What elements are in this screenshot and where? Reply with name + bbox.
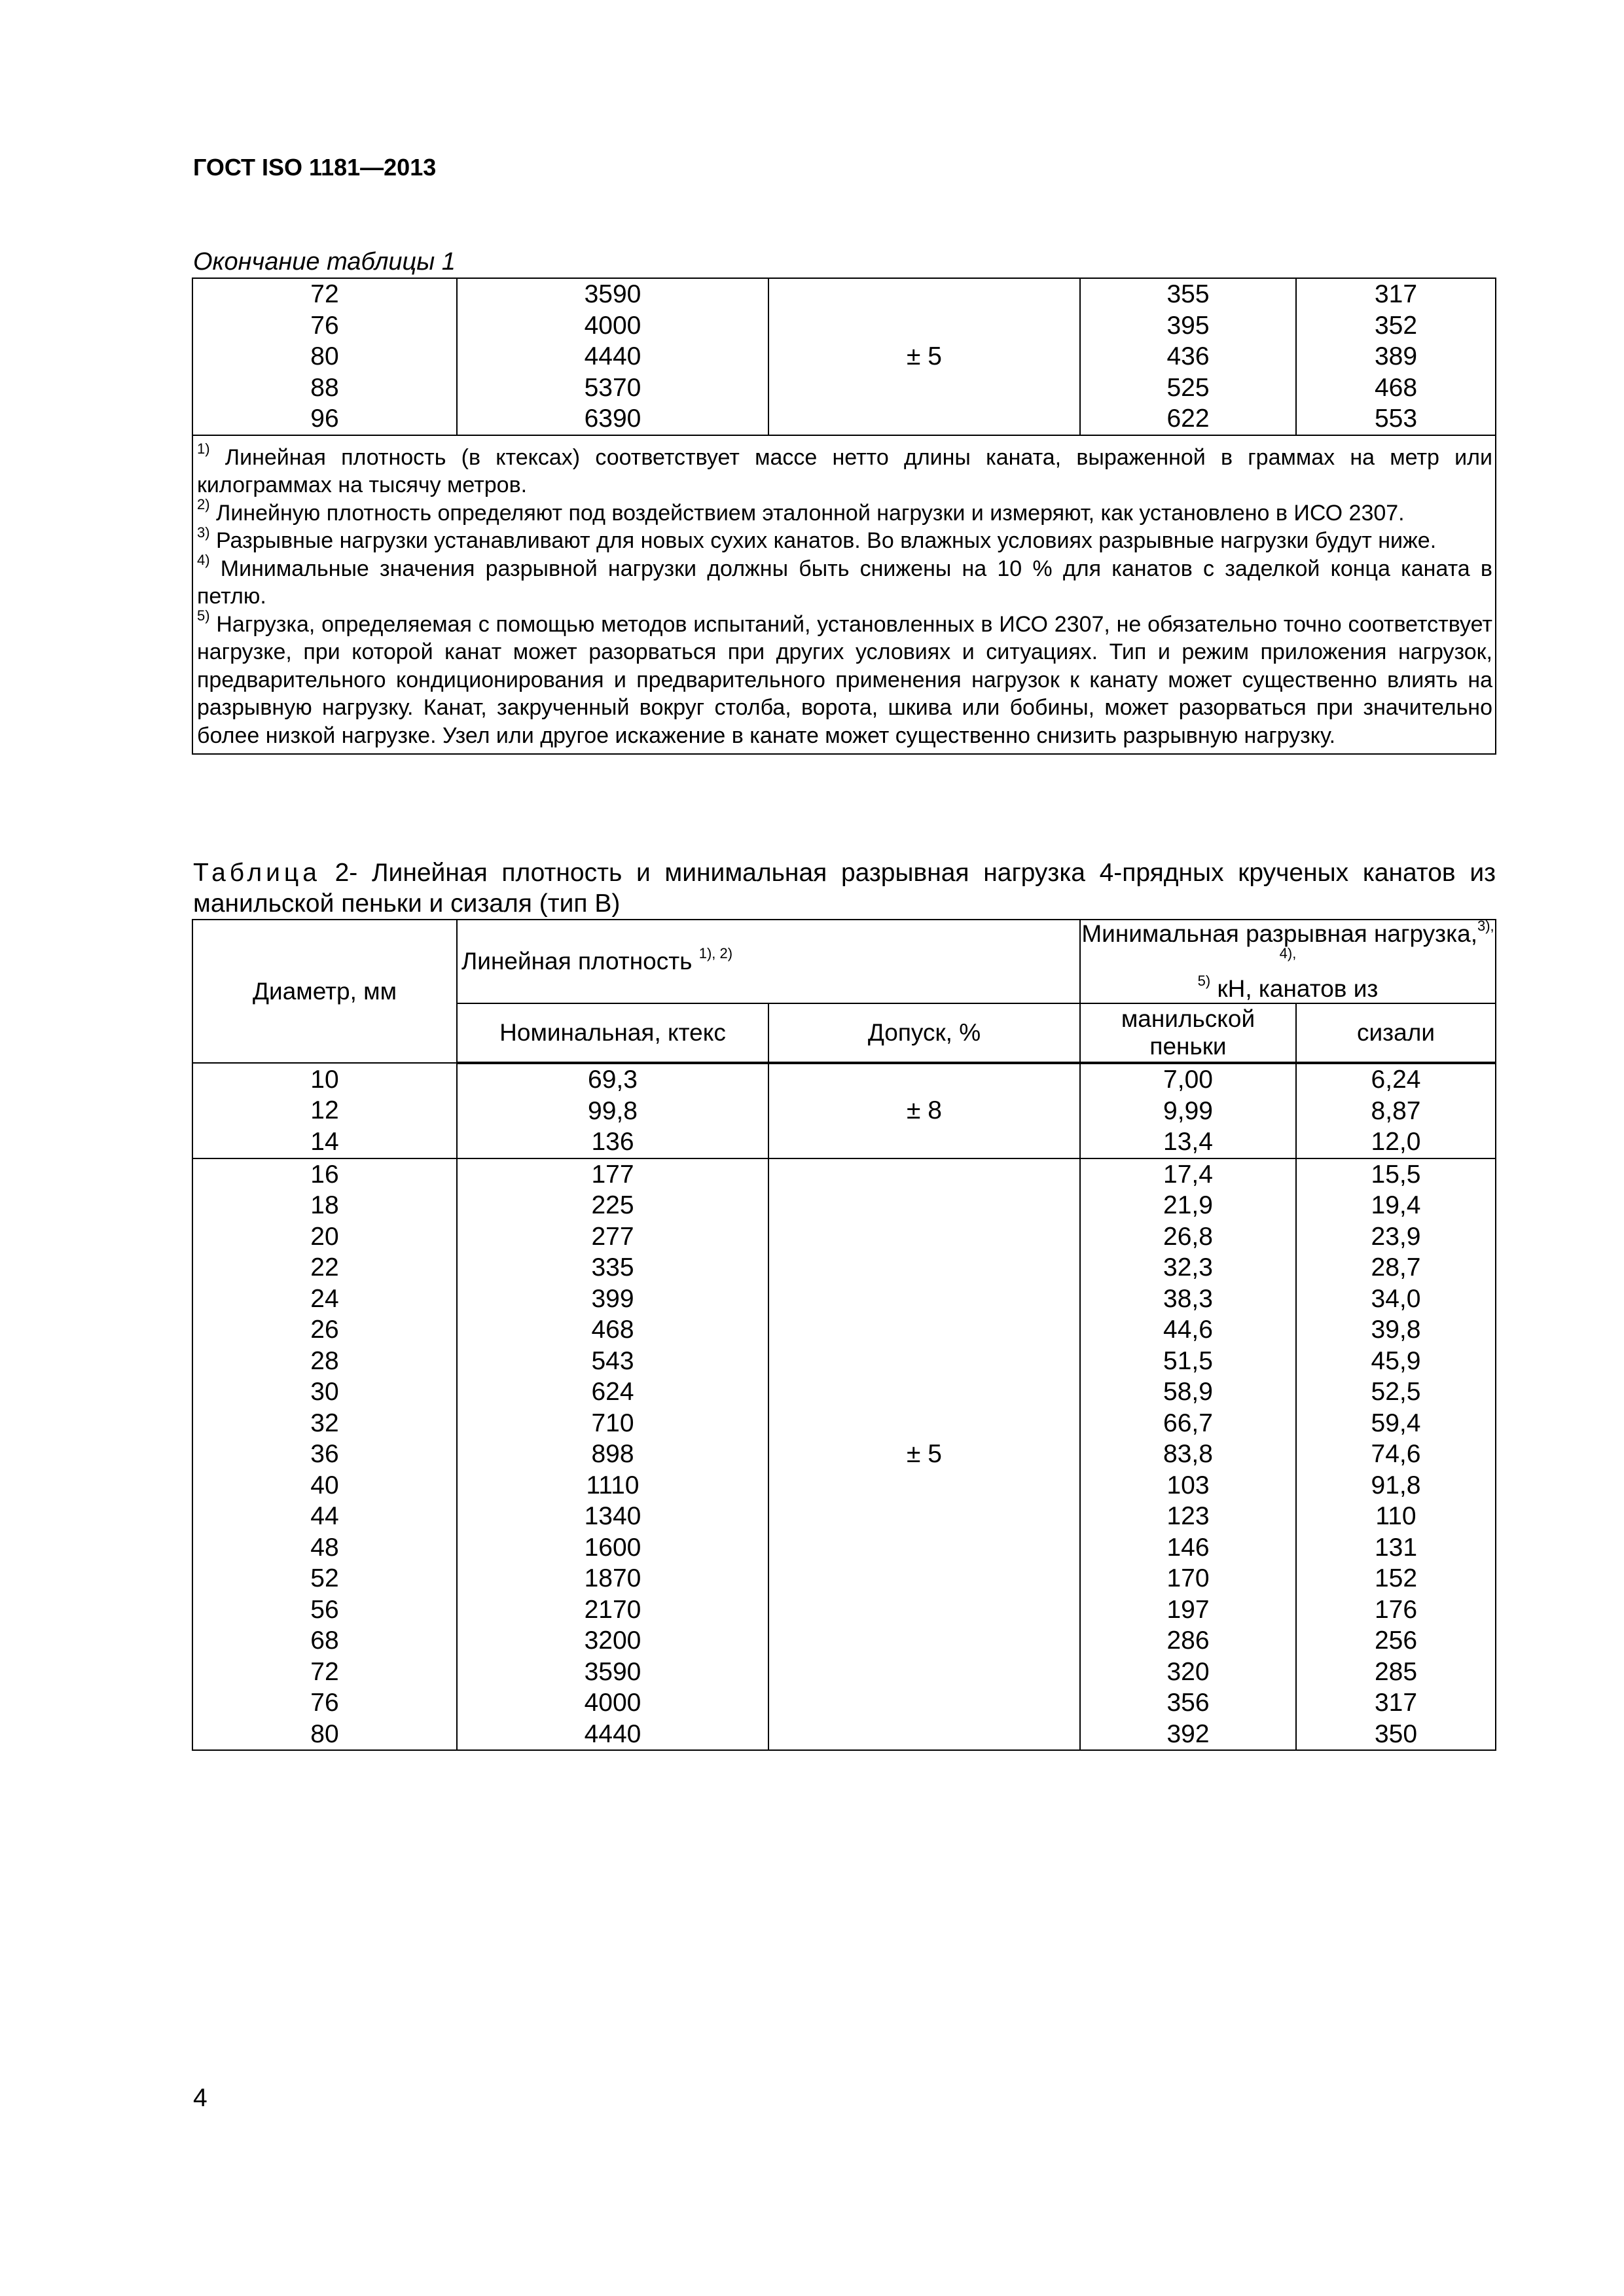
tolerance-cell: ± 5 bbox=[768, 278, 1080, 435]
footnote-mark: 3) bbox=[197, 524, 210, 541]
manila-load-column bbox=[1080, 1063, 1296, 1158]
table-cell-value: 352 bbox=[1374, 311, 1418, 340]
table-cell-value: 16 bbox=[310, 1160, 339, 1189]
table-cell-value: 277 bbox=[591, 1222, 634, 1251]
table2-header-row bbox=[192, 920, 1496, 1003]
table-cell-value: 18 bbox=[310, 1191, 339, 1219]
table-cell-value: 152 bbox=[1374, 1564, 1418, 1592]
table-cell-value: 44,6 bbox=[1163, 1316, 1213, 1344]
min-load-header-text: Минимальная разрывная нагрузка, bbox=[1081, 920, 1477, 947]
table-cell-value: 56 bbox=[310, 1595, 339, 1624]
table-cell-value: 26 bbox=[310, 1316, 339, 1344]
table-cell-value: 146 bbox=[1166, 1533, 1210, 1562]
table-cell-value: 3200 bbox=[584, 1626, 641, 1655]
footnote-text: Нагрузка, определяемая с помощью методов испытаний, установленных в ИСО 2307, не обязательно точно соответствует нагрузке, при которой канат может разорваться при других условиях и ситуациях. Тип и режим приложения нагрузок, предварительного кондиционирования и предварительного применения нагрузок к канату может существенно влиять на разрывную нагрузку. Канат, закрученный вокруг столба, ворота, шкива или бобины, может разорваться при значительно более низкой нагрузке. Узел или другое искажение в канате может существенно снизить разрывную нагрузку. bbox=[197, 611, 1492, 748]
table-cell-value: 66,7 bbox=[1163, 1408, 1213, 1437]
table-cell-value: 58,9 bbox=[1163, 1378, 1213, 1406]
table-caption-text: 2- Линейная плотность и минимальная разрывная нагрузка 4-прядных крученых канатов из манильской пеньки и сизаля (тип В) bbox=[193, 859, 1496, 918]
table-cell-value: 103 bbox=[1166, 1471, 1210, 1499]
table-cell-value: 335 bbox=[591, 1253, 634, 1282]
footnote-text: Линейная плотность (в ктексах) соответствует массе нетто длины каната, выраженной в граммах на метр или килограммах на тысячу метров. bbox=[197, 444, 1492, 497]
table-cell-value: 22 bbox=[310, 1253, 339, 1282]
table-cell-value: 40 bbox=[310, 1471, 339, 1499]
footnote-1 bbox=[197, 440, 1492, 499]
table-cell-value: 356 bbox=[1166, 1689, 1210, 1717]
table-cell-value: 710 bbox=[591, 1408, 634, 1437]
table-cell-value: 468 bbox=[591, 1316, 634, 1344]
table-cell-value: 4000 bbox=[584, 1689, 641, 1717]
footnote-4 bbox=[197, 552, 1492, 611]
table1-continuation-label: Окончание таблицы 1 bbox=[193, 248, 456, 276]
table-cell-value: 9,99 bbox=[1163, 1096, 1213, 1125]
table-cell-value: 389 bbox=[1374, 342, 1418, 370]
nominal-density-column bbox=[457, 1158, 768, 1751]
table-cell-value: 72 bbox=[310, 1657, 339, 1686]
table-cell-value: 6390 bbox=[584, 404, 641, 433]
table-cell-value: 28 bbox=[310, 1346, 339, 1375]
table-cell-value: 15,5 bbox=[1371, 1160, 1421, 1189]
header-footnote-marks: 5) bbox=[1197, 972, 1211, 989]
table-cell-value: 286 bbox=[1166, 1626, 1210, 1655]
nominal-density-column bbox=[457, 278, 768, 435]
table-cell-value: 2170 bbox=[584, 1595, 641, 1624]
table-cell-value: 177 bbox=[591, 1160, 634, 1189]
linear-density-header bbox=[457, 920, 1080, 1003]
table-cell-value: 355 bbox=[1166, 280, 1210, 308]
table-cell-value: 624 bbox=[591, 1378, 634, 1406]
table-cell-value: 23,9 bbox=[1371, 1222, 1421, 1251]
table1-continuation bbox=[192, 278, 1496, 755]
table-cell-value: 72 bbox=[310, 280, 339, 308]
table-cell-value: 38,3 bbox=[1163, 1284, 1213, 1313]
footnote-text: Минимальные значения разрывной нагрузки должны быть снижены на 10 % для канатов с заделкой конца каната в петлю. bbox=[197, 556, 1492, 609]
table-cell-value: 17,4 bbox=[1163, 1160, 1213, 1189]
document-code: ГОСТ ISO 1181—2013 bbox=[193, 154, 437, 181]
table-notes bbox=[192, 435, 1496, 755]
table-cell-value: 12 bbox=[310, 1096, 339, 1124]
footnote-mark: 4) bbox=[197, 552, 210, 569]
table-cell-value: 26,8 bbox=[1163, 1222, 1213, 1251]
table-cell-value: 4000 bbox=[584, 311, 641, 340]
table-cell-value: 14 bbox=[310, 1127, 339, 1156]
table-cell-value: 170 bbox=[1166, 1564, 1210, 1592]
table-cell-value: 52 bbox=[310, 1564, 339, 1592]
footnote-mark: 5) bbox=[197, 607, 210, 624]
sisal-header: сизали bbox=[1296, 1003, 1496, 1063]
table-cell-value: 19,4 bbox=[1371, 1191, 1421, 1219]
table-cell-value: 1340 bbox=[584, 1502, 641, 1530]
table-cell-value: 51,5 bbox=[1163, 1346, 1213, 1375]
table2 bbox=[192, 919, 1496, 1751]
diameter-column bbox=[192, 1158, 457, 1751]
table-cell-value: 76 bbox=[310, 311, 339, 340]
nominal-density-column bbox=[457, 1063, 768, 1158]
table-cell-value: 525 bbox=[1166, 373, 1210, 402]
table-cell-value: 225 bbox=[591, 1191, 634, 1219]
table-cell-value: 4440 bbox=[584, 342, 641, 370]
manila-load-column bbox=[1080, 1158, 1296, 1751]
table-cell-value: 20 bbox=[310, 1222, 339, 1251]
table-cell-value: 99,8 bbox=[588, 1096, 638, 1125]
table-cell-value: 59,4 bbox=[1371, 1408, 1421, 1437]
table-cell-value: 5370 bbox=[584, 373, 641, 402]
min-load-header-tail: кН, канатов из bbox=[1210, 975, 1379, 1002]
table-cell-value: 553 bbox=[1374, 404, 1418, 433]
table-cell-value: 52,5 bbox=[1371, 1378, 1421, 1406]
footnote-text: Разрывные нагрузки устанавливают для новых сухих канатов. Во влажных условиях разрывные нагрузки будут ниже. bbox=[209, 528, 1437, 553]
table-cell-value: 317 bbox=[1374, 280, 1418, 308]
diameter-column bbox=[192, 278, 457, 435]
table-cell-value: 123 bbox=[1166, 1502, 1210, 1530]
tolerance-cell: ± 8 bbox=[768, 1063, 1080, 1158]
table-cell-value: 4440 bbox=[584, 1719, 641, 1748]
table-cell-value: 399 bbox=[591, 1284, 634, 1313]
tolerance-header: Допуск, % bbox=[768, 1003, 1080, 1063]
table-cell-value: 48 bbox=[310, 1533, 339, 1562]
diameter-column bbox=[192, 1063, 457, 1158]
table-cell-value: 45,9 bbox=[1371, 1346, 1421, 1375]
table-cell-value: 1870 bbox=[584, 1564, 641, 1592]
table-caption-word: Таблица bbox=[193, 859, 321, 887]
table-cell-value: 3590 bbox=[584, 1657, 641, 1686]
table-cell-value: 32,3 bbox=[1163, 1253, 1213, 1282]
table-cell-value: 176 bbox=[1374, 1595, 1418, 1624]
table-cell-value: 320 bbox=[1166, 1657, 1210, 1686]
table-cell-value: 285 bbox=[1374, 1657, 1418, 1686]
header-footnote-marks: 3), 4), bbox=[1279, 917, 1494, 961]
page-number: 4 bbox=[193, 2084, 208, 2112]
table-cell-value: 136 bbox=[591, 1128, 634, 1156]
sisal-load-column bbox=[1296, 1063, 1496, 1158]
sisal-load-column bbox=[1296, 1158, 1496, 1751]
table-cell-value: 32 bbox=[310, 1408, 339, 1437]
manila-load-column bbox=[1080, 278, 1296, 435]
table-cell-value: 436 bbox=[1166, 342, 1210, 370]
tolerance-cell: ± 5 bbox=[768, 1158, 1080, 1751]
footnote-text: Линейную плотность определяют под воздействием эталонной нагрузки и измеряют, как установлено в ИСО 2307. bbox=[209, 500, 1405, 526]
table-cell-value: 6,24 bbox=[1371, 1066, 1421, 1094]
table1-data-row bbox=[192, 278, 1496, 435]
sisal-load-column bbox=[1296, 278, 1496, 435]
nominal-header: Номинальная, ктекс bbox=[457, 1003, 768, 1063]
table-cell-value: 392 bbox=[1166, 1719, 1210, 1748]
table-cell-value: 350 bbox=[1374, 1719, 1418, 1748]
table-cell-value: 395 bbox=[1166, 311, 1210, 340]
table-cell-value: 30 bbox=[310, 1378, 339, 1406]
header-footnote-marks: 1), 2) bbox=[698, 944, 733, 961]
table1-notes-row bbox=[192, 435, 1496, 755]
table-cell-value: 39,8 bbox=[1371, 1316, 1421, 1344]
table-cell-value: 10 bbox=[310, 1065, 339, 1094]
table-cell-value: 80 bbox=[310, 1719, 339, 1748]
table-cell-value: 28,7 bbox=[1371, 1253, 1421, 1282]
table-cell-value: 8,87 bbox=[1371, 1096, 1421, 1125]
table-cell-value: 622 bbox=[1166, 404, 1210, 433]
footnote-mark: 1) bbox=[197, 440, 210, 457]
table-cell-value: 110 bbox=[1375, 1502, 1416, 1530]
table-cell-value: 7,00 bbox=[1163, 1066, 1213, 1094]
table-cell-value: 1600 bbox=[584, 1533, 641, 1562]
table-cell-value: 3590 bbox=[584, 280, 641, 308]
table-cell-value: 131 bbox=[1374, 1533, 1418, 1562]
footnote-3 bbox=[197, 524, 1492, 555]
table-cell-value: 88 bbox=[310, 373, 339, 402]
footnote-2 bbox=[197, 496, 1492, 528]
table-cell-value: 74,6 bbox=[1371, 1440, 1421, 1468]
linear-density-header-text: Линейная плотность bbox=[461, 948, 693, 975]
table-cell-value: 69,3 bbox=[588, 1066, 638, 1094]
table-cell-value: 68 bbox=[310, 1626, 339, 1655]
manila-header: манильской пеньки bbox=[1080, 1003, 1296, 1063]
table-cell-value: 24 bbox=[310, 1284, 339, 1313]
table-cell-value: 34,0 bbox=[1371, 1284, 1421, 1313]
table-cell-value: 317 bbox=[1374, 1689, 1418, 1717]
table-cell-value: 36 bbox=[310, 1440, 339, 1468]
footnote-mark: 2) bbox=[197, 496, 210, 513]
table-cell-value: 468 bbox=[1374, 373, 1418, 402]
table-cell-value: 83,8 bbox=[1163, 1440, 1213, 1468]
footnote-5 bbox=[197, 607, 1492, 750]
table-cell-value: 80 bbox=[310, 342, 339, 370]
table2-group-row bbox=[192, 1158, 1496, 1751]
table-cell-value: 1110 bbox=[586, 1471, 640, 1499]
table-cell-value: 96 bbox=[310, 404, 339, 433]
table-cell-value: 12,0 bbox=[1371, 1128, 1421, 1156]
table-cell-value: 13,4 bbox=[1163, 1128, 1213, 1156]
table-cell-value: 197 bbox=[1166, 1595, 1210, 1624]
table-cell-value: 256 bbox=[1374, 1626, 1418, 1655]
table-cell-value: 76 bbox=[310, 1689, 339, 1717]
diameter-header: Диаметр, мм bbox=[192, 920, 457, 1063]
table2-group-row bbox=[192, 1063, 1496, 1158]
table-cell-value: 91,8 bbox=[1371, 1471, 1421, 1499]
table-cell-value: 543 bbox=[591, 1346, 634, 1375]
table-cell-value: 44 bbox=[310, 1502, 339, 1530]
table-cell-value: 21,9 bbox=[1163, 1191, 1213, 1219]
table2-caption bbox=[193, 857, 1496, 919]
min-load-header bbox=[1080, 917, 1496, 1003]
table-cell-value: 898 bbox=[591, 1440, 634, 1468]
